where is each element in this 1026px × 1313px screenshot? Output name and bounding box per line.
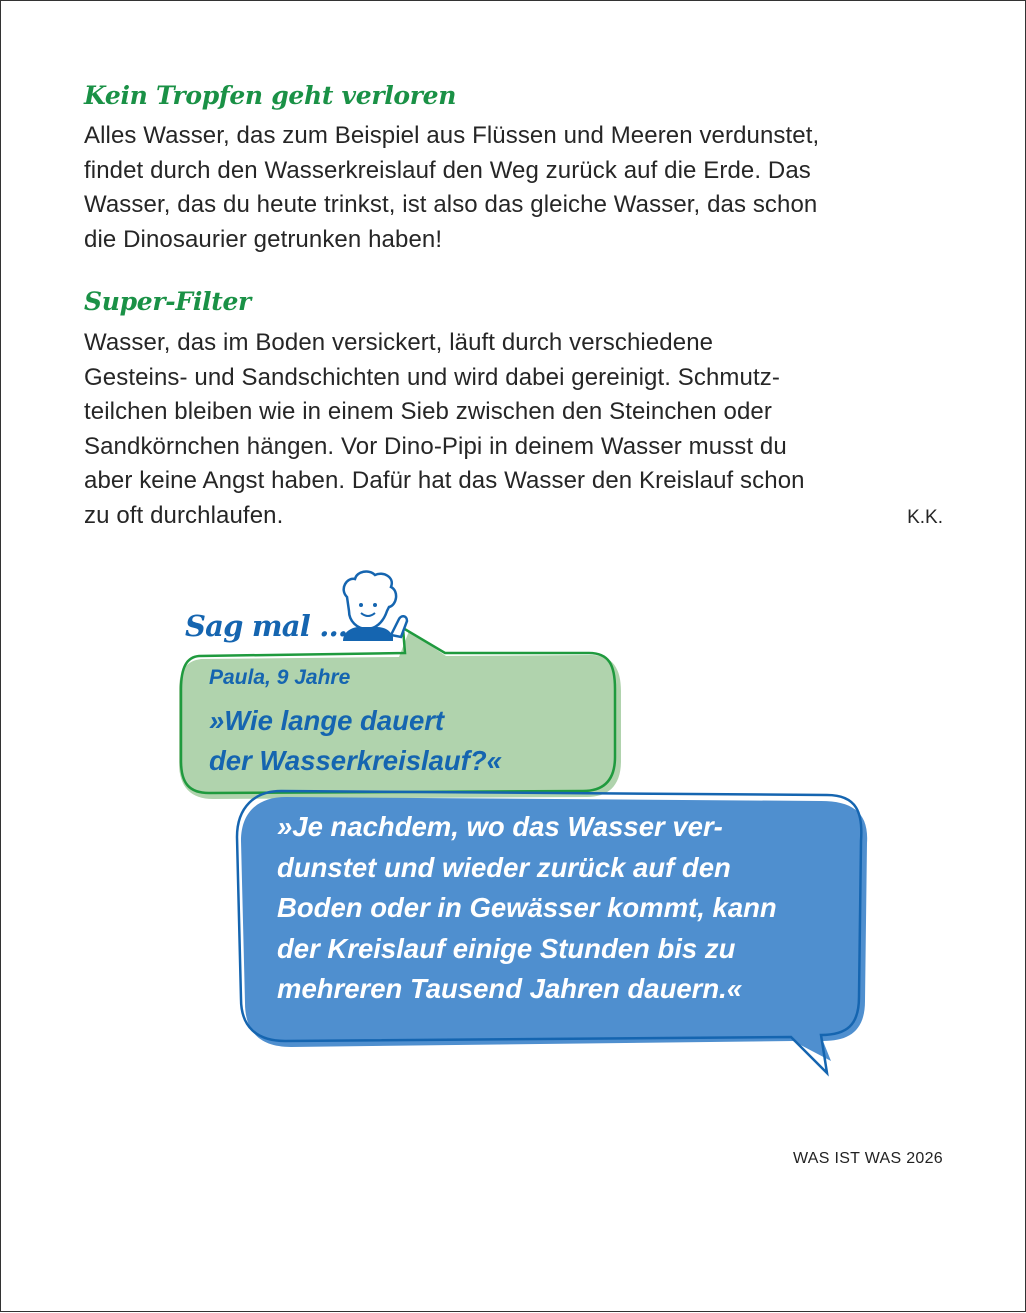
text-line: »Je nachdem, wo das Wasser ver- xyxy=(277,811,723,842)
author-signature: K.K. xyxy=(907,507,943,528)
question-asker: Paula, 9 Jahre xyxy=(209,666,351,689)
speech-bubbles xyxy=(1,1,1026,1313)
text-line: der Wasserkreislauf?« xyxy=(209,745,502,776)
text-line: die Dinosaurier getrunken haben! xyxy=(84,225,443,253)
text-line: teilchen bleiben wie in einem Sieb zwischen den Steinchen oder xyxy=(84,398,772,425)
question-text xyxy=(209,701,502,781)
text-line: der Kreislauf einige Stunden bis zu xyxy=(277,932,736,964)
waving-child-icon xyxy=(343,572,407,641)
answer-text xyxy=(277,807,777,1010)
text-line: Boden oder in Gewässer kommt, kann xyxy=(277,892,777,923)
text-line: »Wie lange dauert xyxy=(209,705,445,736)
text-line: Sandkörnchen hängen. Vor Dino-Pipi in deinem Wasser musst du xyxy=(84,432,787,460)
text-line: Gesteins- und Sandschichten und wird dabei gereinigt. Schmutz- xyxy=(84,363,780,391)
text-line: Alles Wasser, das zum Beispiel aus Flüssen und Meeren verdunstet, xyxy=(84,122,820,149)
section-heading: Super-Filter xyxy=(84,287,251,316)
say-mal-title: Sag mal ... xyxy=(185,609,348,643)
section-heading: Kein Tropfen geht verloren xyxy=(84,81,457,110)
text-line: Wasser, das du heute trinkst, ist also das gleiche Wasser, das schon xyxy=(84,191,818,218)
text-line: mehreren Tausend Jahren dauern.« xyxy=(277,973,743,1004)
text-line: aber keine Angst haben. Dafür hat das Wasser den Kreislauf schon xyxy=(84,467,805,494)
page-footer: WAS IST WAS 2026 xyxy=(792,1150,943,1167)
text-line: findet durch den Wasserkreislauf den Weg zurück auf die Erde. Das xyxy=(84,156,811,184)
text-line: dunstet und wieder zurück auf den xyxy=(277,851,731,883)
text-line: zu oft durchlaufen. xyxy=(84,501,284,529)
text-line: Wasser, das im Boden versickert, läuft durch verschiedene xyxy=(84,329,714,356)
